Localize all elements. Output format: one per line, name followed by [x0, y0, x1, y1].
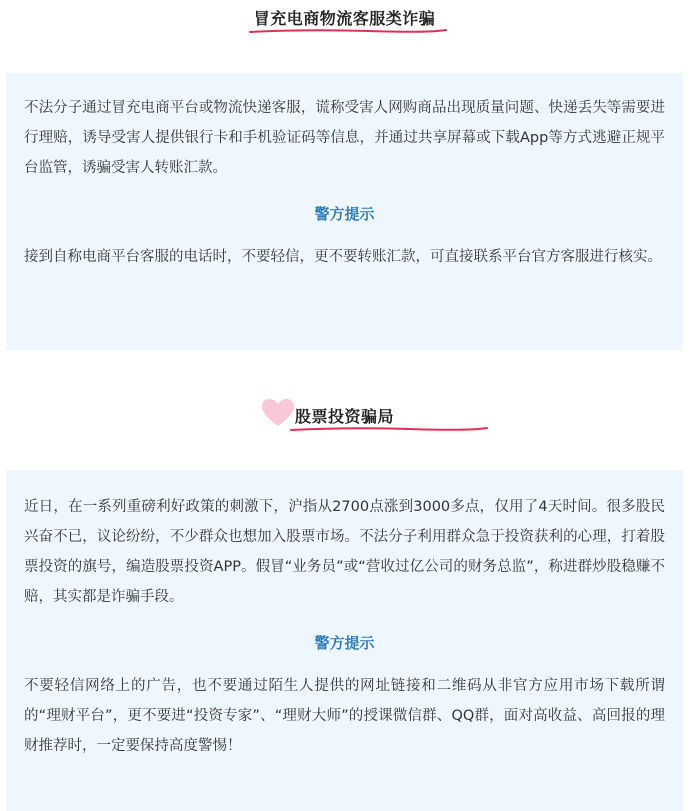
- heading-underline: [248, 28, 448, 34]
- info-card-ecommerce: [6, 73, 683, 350]
- police-tip-title: 警方提示: [314, 205, 375, 223]
- heading-underline: [289, 426, 489, 432]
- section-heading-stock: [0, 404, 689, 427]
- section-heading-ecommerce: [0, 6, 689, 29]
- fraud-description: 不法分子通过冒充电商平台或物流快递客服，谎称受害人网购商品出现质量问题、快递丢失等需要进行理赔，诱导受害人提供银行卡和手机验证码等信息，并通过共享屏幕或下载App等方式逃避正规平台监管，诱骗受害人转账汇款。: [24, 100, 665, 176]
- info-card-stock: [6, 470, 683, 811]
- police-tip-text: 不要轻信网络上的广告，也不要通过陌生人提供的网址链接和二维码从非官方应用市场下载所谓的“理财平台”，更不要进“投资专家”、“理财大师”的授课微信群、QQ群，面对高收益、高回报的理财推荐时，一定要保持高度警惕！: [24, 678, 665, 754]
- heading-wrap: [248, 6, 442, 29]
- police-tip-title: 警方提示: [314, 634, 375, 652]
- section-title: 冒充电商物流客服类诈骗: [253, 9, 436, 28]
- heading-wrap: [289, 404, 400, 427]
- section-title: 股票投资骗局: [294, 407, 394, 426]
- heart-icon: [261, 398, 295, 428]
- fraud-description: 近日，在一系列重磅利好政策的刺激下，沪指从2700点涨到3000多点，仅用了4天时间。很多股民兴奋不已，议论纷纷，不少群众也想加入股票市场。不法分子利用群众急于投资获利的心理，打着股票投资的旗号，编造股票投资APP。假冒“业务员”或“营收过亿公司的财务总监”，称进群炒股稳赚不赔，其实都是诈骗手段。: [24, 499, 665, 605]
- police-tip-text: 接到自称电商平台客服的电话时，不要轻信，更不要转账汇款，可直接联系平台官方客服进行核实。: [24, 249, 662, 265]
